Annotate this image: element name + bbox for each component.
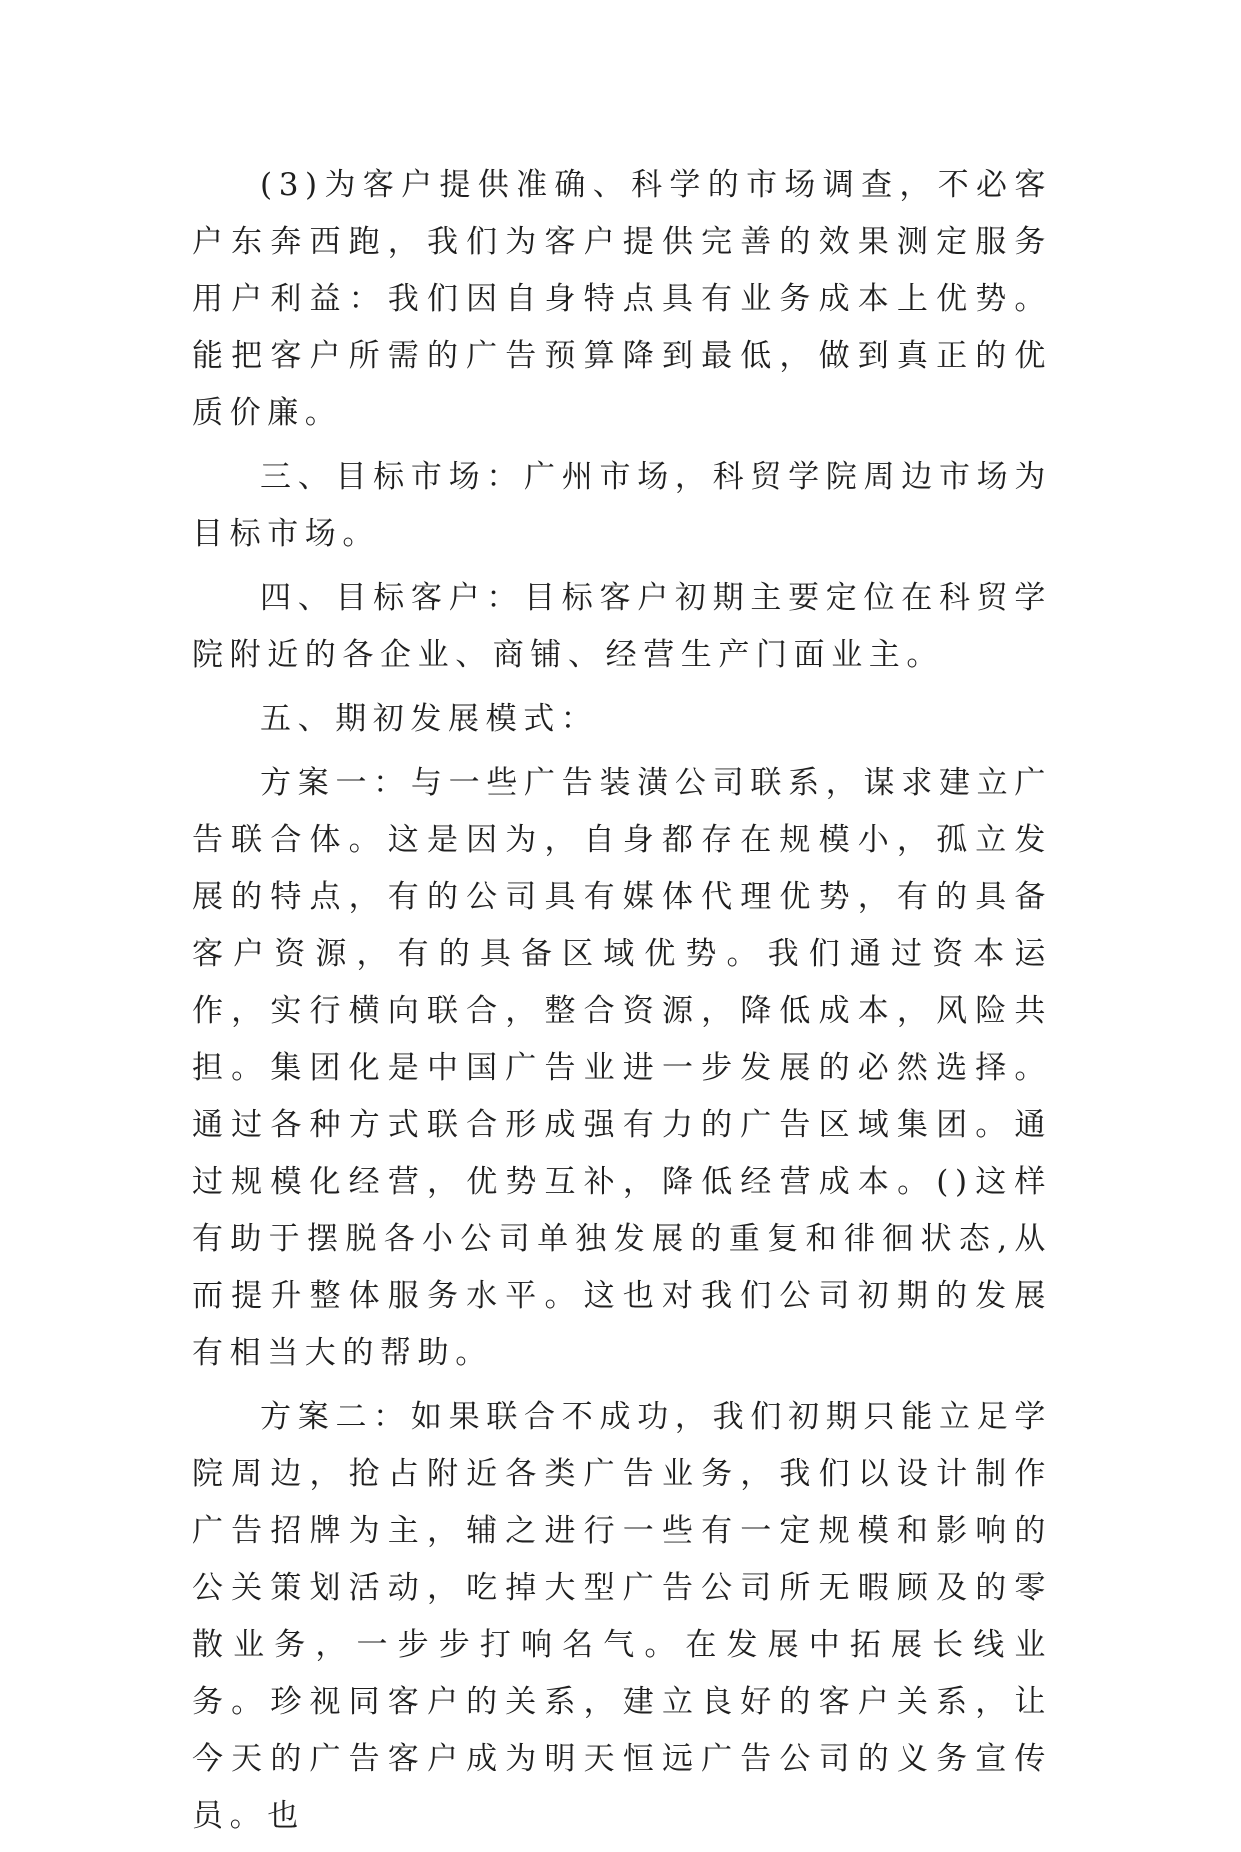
paragraph-plan-two: 方案二：如果联合不成功，我们初期只能立足学院周边，抢占附近各类广告业务，我们以设计制作广告招牌为主，辅之进行一些有一定规模和影响的公关策划活动，吃掉大型广告公司所无暇顾及的零散业务，一步步打响名气。在发展中拓展长线业务。珍视同客户的关系，建立良好的客户关系，让今天的广告客户成为明天恒远广告公司的义务宣传员。也 bbox=[192, 1399, 1052, 1834]
paragraph-plan-one: 方案一：与一些广告装潢公司联系，谋求建立广告联合体。这是因为，自身都存在规模小，孤立发展的特点，有的公司具有媒体代理优势，有的具备客户资源，有的具备区域优势。我们通过资本运作，实行横向联合，整合资源，降低成本，风险共担。集团化是中国广告业进一步发展的必然选择。通过各种方式联合形成强有力的广告区域集团。通过规模化经营，优势互补，降低经营成本。()这样有助于摆脱各小公司单独发展的重复和徘徊状态,从而提升整体服务水平。这也对我们公司初期的发展有相当大的帮助。 bbox=[192, 765, 1052, 1371]
paragraph-market-research: (3)为客户提供准确、科学的市场调查，不必客户东奔西跑，我们为客户提供完善的效果测定服务用户利益：我们因自身特点具有业务成本上优势。能把客户所需的广告预算降到最低，做到真正的优质价廉。 bbox=[192, 167, 1052, 431]
paragraph-target-market: 三、目标市场：广州市场，科贸学院周边市场为目标市场。 bbox=[192, 459, 1052, 552]
document-body bbox=[192, 157, 1052, 1852]
paragraph-target-customers: 四、目标客户：目标客户初期主要定位在科贸学院附近的各企业、商铺、经营生产门面业主。 bbox=[192, 580, 1052, 673]
paragraph-development-mode-heading: 五、期初发展模式： bbox=[260, 701, 599, 737]
